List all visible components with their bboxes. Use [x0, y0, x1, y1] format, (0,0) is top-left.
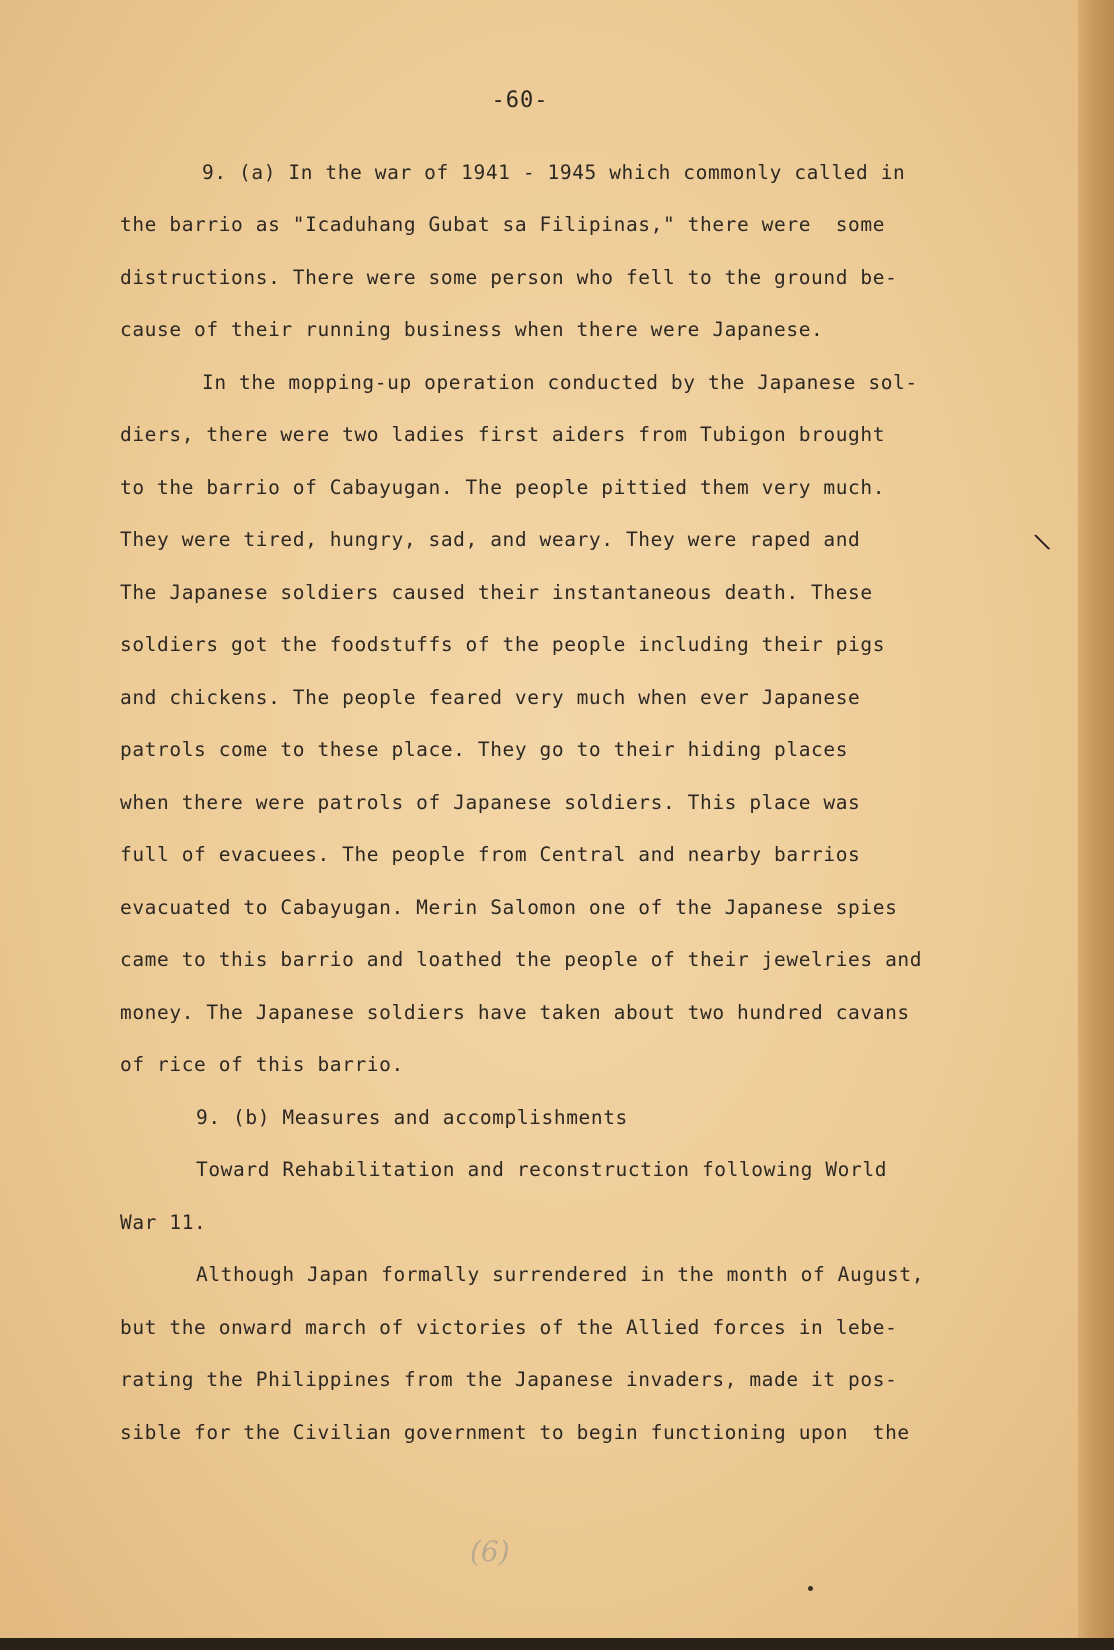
text-line: of rice of this barrio. [120, 1053, 404, 1076]
text-line: but the onward march of victories of the Allied forces in lebe- [120, 1316, 898, 1339]
text-line: distructions. There were some person who fell to the ground be- [120, 266, 898, 289]
text-line: Toward Rehabilitation and reconstruction following World [196, 1158, 888, 1181]
page-number: -60- [491, 88, 549, 113]
page-edge [1078, 0, 1114, 1650]
text-line: came to this barrio and loathed the people of their jewelries and [120, 948, 923, 971]
handwritten-note: (6) [470, 1535, 510, 1568]
text-line: money. The Japanese soldiers have taken about two hundred cavans [120, 1001, 910, 1024]
text-line: patrols come to these place. They go to their hiding places [120, 738, 849, 761]
text-line: sible for the Civilian government to begin functioning upon the [120, 1421, 910, 1444]
text-line: and chickens. The people feared very much when ever Japanese [120, 686, 861, 709]
text-line: cause of their running business when there were Japanese. [120, 318, 824, 341]
scan-border [0, 1638, 1114, 1650]
text-line: to the barrio of Cabayugan. The people pittied them very much. [120, 476, 886, 499]
section-heading: 9. (b) Measures and accomplishments [196, 1106, 628, 1129]
text-line: rating the Philippines from the Japanese invaders, made it pos- [120, 1368, 898, 1391]
text-line: evacuated to Cabayugan. Merin Salomon one of the Japanese spies [120, 896, 898, 919]
text-line: full of evacuees. The people from Central and nearby barrios [120, 843, 861, 866]
text-line: the barrio as "Icaduhang Gubat sa Filipinas," there were some [120, 213, 886, 236]
margin-mark: \ [1032, 528, 1054, 557]
ink-dot [808, 1586, 813, 1591]
text-line: soldiers got the foodstuffs of the people including their pigs [120, 633, 886, 656]
text-line: diers, there were two ladies first aiders from Tubigon brought [120, 423, 886, 446]
text-line: 9. (a) In the war of 1941 - 1945 which commonly called in [202, 161, 906, 184]
text-line: when there were patrols of Japanese soldiers. This place was [120, 791, 861, 814]
text-line: The Japanese soldiers caused their instantaneous death. These [120, 581, 873, 604]
text-line: In the mopping-up operation conducted by the Japanese sol- [202, 371, 918, 394]
text-line: They were tired, hungry, sad, and weary. They were raped and [120, 528, 861, 551]
text-line: Although Japan formally surrendered in the month of August, [196, 1263, 925, 1286]
text-line: War 11. [120, 1211, 207, 1234]
